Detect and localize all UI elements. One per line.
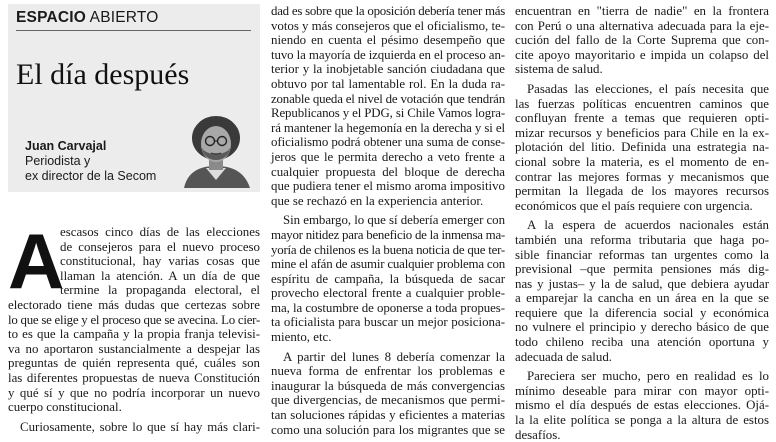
text-line: mine el afán de asumir cualquier problema con (271, 257, 505, 272)
text-line: la la elite política se ponga a la altura de estos (515, 413, 769, 428)
text-line: sistema de salud. (515, 62, 603, 77)
article-column-1 (8, 217, 260, 434)
text-line: nueva forma de enfrentar los problemas e (271, 364, 505, 379)
text-line: cional sobre la materia, es el momento de en- (515, 154, 769, 169)
text-line: lo que se elige y el proceso que se avecina. Lo cier- (8, 312, 260, 327)
text-line: económicos que el país requiere con urgencia. (515, 198, 753, 213)
text-line: Sin embargo, lo que sí debería emerger con (283, 213, 506, 228)
text-line: termine la propaganda electoral, el (60, 283, 260, 298)
text-line: de consejeros para el nuevo proceso (60, 239, 260, 254)
text-line: requiere que la diferencia social y económica (515, 305, 769, 320)
text-line: Pareciera ser mucho, pero en realidad es lo (527, 369, 769, 384)
text-line: oficialismo podrá obtener una suma de conse- (271, 135, 505, 150)
text-line: espíritu de campaña, la búsqueda de sacar (271, 271, 505, 286)
text-line: desafíos. (515, 427, 561, 442)
text-line: encuentran en "tierra de nadie" en la frontera (515, 4, 769, 18)
text-line: miento, etc. (271, 330, 332, 345)
article-title: El día después (16, 58, 190, 91)
text-line: también una reforma tributaria que haga po- (515, 232, 769, 247)
article-column-2 (271, 4, 505, 437)
author-portrait (180, 112, 252, 188)
section-label-bold: ESPACIO (16, 9, 87, 26)
text-line: votos y más consejeros que el oficialismo, te- (271, 18, 505, 33)
text-line: va no aportaron sustancialmente a despejar las (8, 341, 260, 356)
text-line: mizar recursos y beneficios para Chile en la ex- (515, 125, 769, 140)
drop-cap: A (8, 217, 65, 305)
text-line: mismo el día después de estas elecciones. Ojá- (515, 398, 769, 413)
header-divider (16, 30, 251, 31)
text-line: dad es sobre que la oposición debería tener más (271, 4, 505, 18)
text-line: permitan la llegada de los mayores recursos (515, 184, 769, 199)
section-label (16, 9, 159, 27)
text-line: a emparejar la cancha en un área en la que se (515, 291, 769, 306)
author-name: Juan Carvajal (25, 139, 107, 153)
text-line: constitucional, hay varias cosas que (60, 254, 260, 269)
text-line: con Perú o una alternativa adecuada para la eje- (515, 18, 769, 33)
text-line: preguntas de quién representa qué, cuáles son (8, 356, 260, 371)
text-line: jeros que le permita derecho a veto frente a (271, 149, 505, 164)
text-line: obtuvo por tal lamentable rol. En la duda ra- (271, 76, 505, 91)
text-line: plotación del litio. Definida una estrategia na- (515, 140, 769, 155)
text-line: todo chileno reciba una atención oportuna y (515, 335, 769, 350)
text-line: adecuada de salud. (515, 349, 612, 364)
text-line: escasos cinco días de las elecciones (60, 225, 260, 239)
text-line: Curiosamente, sobre lo que sí hay más clari- (20, 419, 260, 434)
text-line: terior y la inobjetable sanción ciudadana que (271, 62, 505, 77)
text-line: ta oficialista para buscar un mejor posiciona- (271, 315, 505, 330)
text-line: tan soluciones rápidas y eficientes a materias (271, 408, 505, 423)
text-line: Republicanos y el PDG, si Chile Vamos logra- (271, 106, 505, 121)
text-line: electorado tiene más dudas que certezas sobre (8, 297, 260, 312)
text-line: A la espera de acuerdos nacionales están (527, 218, 769, 233)
text-line: previsional –que permita pensiones más dig- (515, 262, 769, 277)
author-role-line2: ex director de la Secom (25, 169, 157, 183)
article-column-3 (515, 4, 769, 442)
text-line: tuvo la mayoría de izquierda en el proceso an- (271, 47, 505, 62)
text-line: que pudiera tener el mismo aroma impositivo (271, 179, 505, 194)
text-line: ma, la costumbre de oponerse a toda propues- (271, 300, 505, 315)
text-line: yoría de chilenos es la buena noticia de que ter- (271, 242, 506, 257)
text-line: cución del fallo de la Corte Suprema que con- (515, 33, 769, 48)
text-line: que se rechazó en la experiencia anterior. (271, 193, 484, 208)
text-line: zonable queda el nivel de votación que tendrán (271, 91, 505, 106)
text-line: provecho electoral frente a cualquier proble- (271, 286, 505, 301)
text-line: confluyan frente a temas que requieren opti- (515, 111, 769, 126)
text-line: las fuerzas políticas encuentren caminos que (515, 96, 769, 111)
text-line: llaman la atención. A un día de que (60, 268, 260, 283)
text-line: sible financiar reformas tan urgentes como la (515, 247, 769, 262)
author-role-line1: Periodista y (25, 154, 91, 168)
text-line: cuerpo constitucional. (8, 400, 122, 415)
author-block (25, 139, 156, 184)
text-line: mínimo deseable para mirar con mayor opti- (515, 383, 769, 398)
text-line: niendo en cuenta el pésimo desempeño que (271, 33, 505, 48)
text-line: contrar las mejores formas y mecanismos que (515, 169, 769, 184)
text-line: cite apoyo mayoritario e impida un colapso del (515, 47, 769, 62)
text-line: que divergencias, de mecanismos que permi- (271, 393, 505, 408)
text-line: to es que la campaña y la propia franja televisi- (8, 327, 260, 342)
text-line: y qué sí y que no podría incorporar un nuevo (8, 385, 260, 400)
text-line: A partir del lunes 8 debería comenzar la (283, 349, 505, 364)
text-line: no vulnere el principio y derecho básico de que (515, 320, 769, 335)
text-line: nas y justas– y la de salud, que debiera ayudar (515, 276, 769, 291)
text-line: mayor nitidez para beneficio de la inmensa ma- (271, 227, 505, 242)
text-line: como una solución para los migrantes que se (271, 422, 505, 437)
text-line: Pasadas las elecciones, el país necesita que (527, 81, 769, 96)
text-line: las diferentes propuestas de nueva Constitución (8, 370, 260, 385)
text-line: rá mantener la hegemonía en la derecha y si el (271, 120, 505, 135)
text-line: inaugurar la búsqueda de más convergencias (271, 378, 505, 393)
text-line: cualquier propuesta del bloque de derecha (271, 164, 505, 179)
section-label-light: ABIERTO (89, 9, 159, 26)
